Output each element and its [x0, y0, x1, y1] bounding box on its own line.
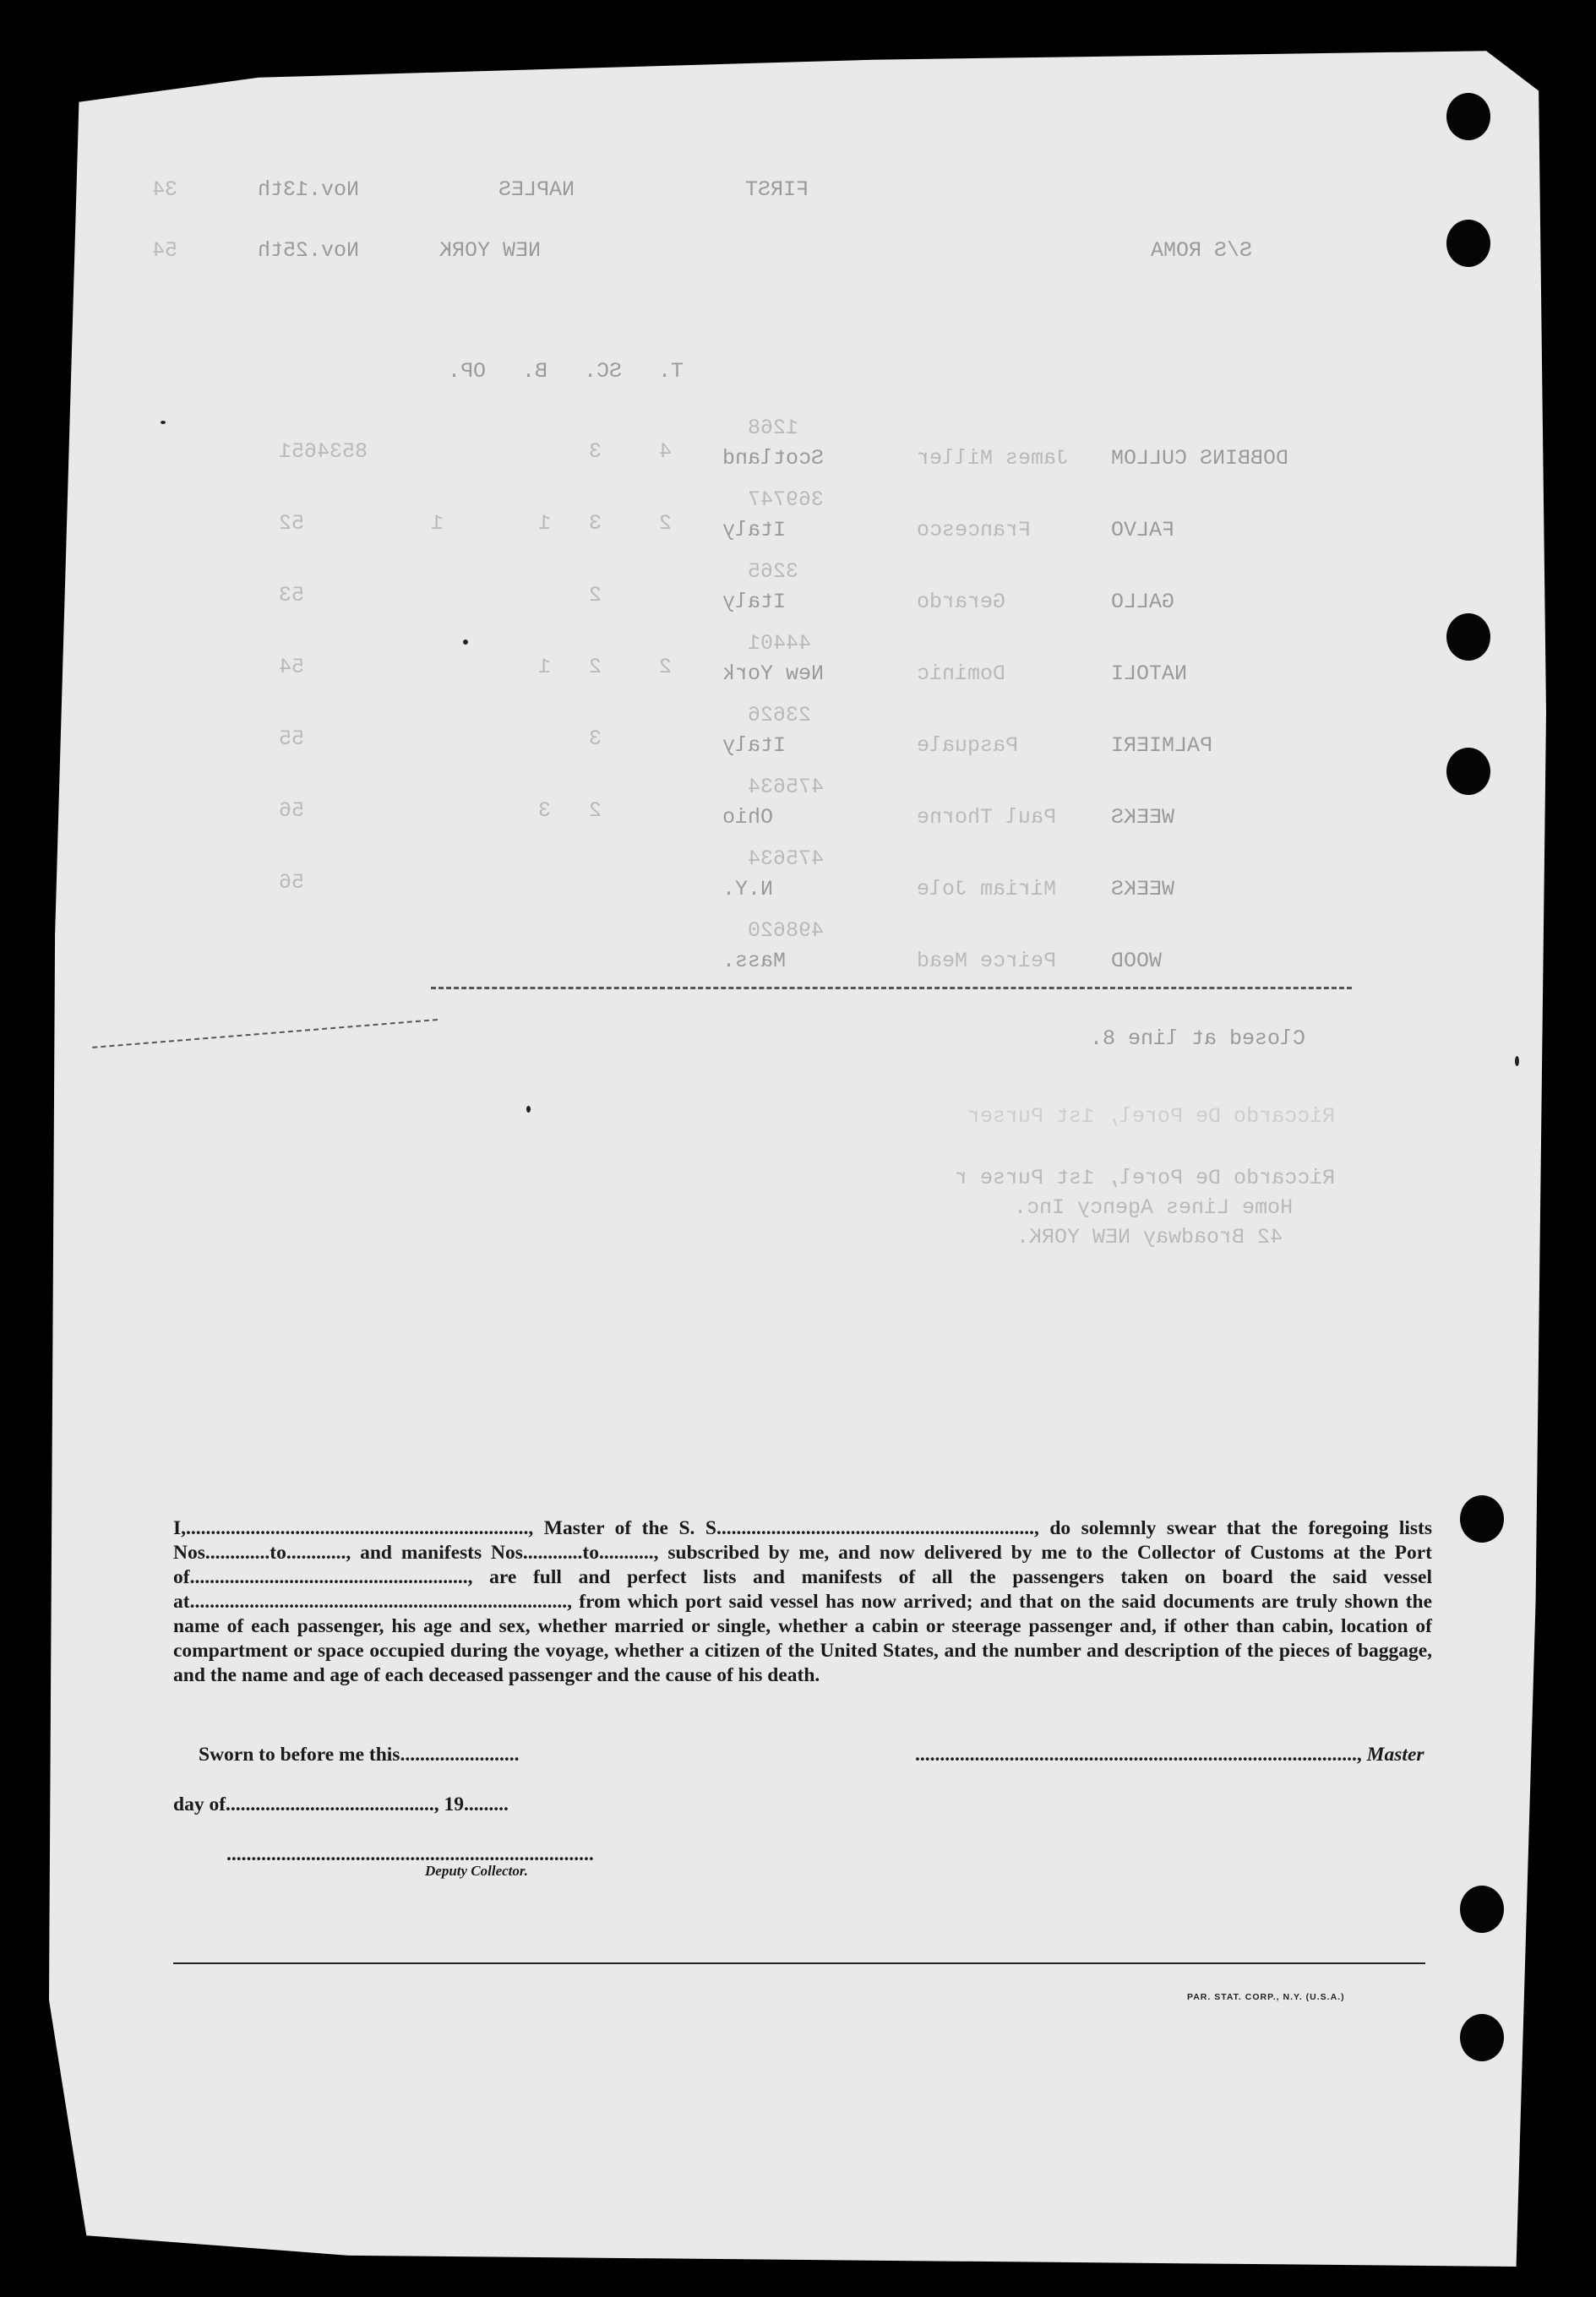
- header-year-arrival: 54: [152, 238, 178, 263]
- passenger-number: 369747: [748, 487, 825, 512]
- passenger-given: Peirce Mead: [917, 949, 1057, 973]
- header-ship: S/S ROMA: [1151, 238, 1253, 263]
- passenger-a: 2: [659, 655, 673, 679]
- passenger-place: N.Y.: [722, 877, 774, 901]
- passenger-number: 1268: [748, 416, 799, 440]
- passenger-number: 23626: [748, 703, 812, 727]
- header-date-arrival: Nov.25th: [258, 238, 360, 263]
- header-port: NAPLES: [498, 177, 575, 202]
- passenger-number: 475634: [748, 846, 825, 871]
- header-date: Nov.13th: [258, 177, 360, 202]
- passenger-surname: WEEKS: [1111, 877, 1175, 901]
- header-port-arrival: NEW YORK: [439, 238, 542, 263]
- passenger-d: 1: [431, 511, 444, 536]
- passenger-surname: GALLO: [1111, 590, 1175, 614]
- passenger-surname: WEEKS: [1111, 805, 1175, 830]
- passenger-c: 3: [538, 798, 552, 823]
- passenger-b: 3: [589, 511, 602, 536]
- passenger-given: Dominic: [917, 661, 1006, 686]
- passenger-given: Pasquale: [917, 733, 1019, 758]
- punch-hole: [1446, 93, 1490, 140]
- ink-speck: [161, 421, 166, 424]
- column-headings: T. SC. B. OP.: [448, 359, 684, 384]
- purser-signature-faint: Riccardo De Porel, 1st Purser: [967, 1104, 1336, 1129]
- printer-imprint: PAR. STAT. CORP., N.Y. (U.S.A.): [1187, 1992, 1345, 2002]
- passenger-a: 2: [659, 511, 673, 536]
- passenger-surname: NATOLI: [1111, 661, 1188, 686]
- passenger-surname: WOOD: [1111, 949, 1163, 973]
- bottom-rule: [173, 1962, 1425, 1964]
- punch-hole: [1446, 220, 1490, 267]
- punch-hole: [1460, 1886, 1504, 1933]
- passenger-number: 3265: [748, 559, 799, 584]
- passenger-code: 55: [279, 727, 305, 751]
- passenger-code: 8534651: [279, 439, 368, 464]
- closed-at-line: Closed at line 8.: [1090, 1026, 1306, 1051]
- passenger-b: 2: [589, 583, 602, 607]
- passenger-given: James Miller: [917, 446, 1070, 471]
- oath-paragraph: [173, 1516, 1432, 1688]
- deputy-collector-label: Deputy Collector.: [425, 1863, 528, 1879]
- agency-line: Home Lines Agency Inc.: [1014, 1195, 1294, 1220]
- master-signature: [915, 1744, 1424, 1766]
- passenger-place: Mass.: [722, 949, 787, 973]
- passenger-number: 498620: [748, 918, 825, 943]
- sworn-line: Sworn to before me this........................: [199, 1744, 520, 1766]
- header-class: FIRST: [745, 177, 809, 202]
- passenger-code: 54: [279, 655, 305, 679]
- punch-hole: [1446, 748, 1490, 795]
- purser-line: Riccardo De Porel, 1st Purse r: [955, 1166, 1336, 1190]
- passenger-b: 2: [589, 798, 602, 823]
- punch-hole: [1460, 2014, 1504, 2061]
- closing-rule: [431, 987, 1352, 989]
- ink-speck: [526, 1106, 531, 1113]
- manifest-sheet: [49, 46, 1546, 2267]
- ink-speck: [463, 640, 468, 645]
- passenger-given: Paul Thorne: [917, 805, 1057, 830]
- passenger-place: Scotland: [722, 446, 825, 471]
- day-of-line: day of.........................................., 19.........: [173, 1794, 509, 1815]
- ink-speck: [1515, 1056, 1519, 1066]
- passenger-place: Italy: [722, 518, 787, 542]
- passenger-code: 52: [279, 511, 305, 536]
- passenger-b: 2: [589, 655, 602, 679]
- oath-text: I,....................................................................., Master of the S. S................................................................, do solemnly swear that the foregoing lists Nos.............to............, and manifests Nos............to..........., subscribed by me, and now delivered by me to the Collector of Customs at the Port of........................................................, are full and perfect lists and manifests of all the passengers taken on board the said vessel at............................................................................, from which port said vessel has now arrived; and that on the said documents are truly shown the name of each passenger, his age and sex, whether married or single, whether a cabin or steerage passenger and, if other than cabin, location of compartment or space occupied during the voyage, whether a citizen of the United States, and the number and description of the pieces of baggage, and the name and age of each deceased passenger and the cause of his death.: [173, 1517, 1432, 1686]
- passenger-given: Francesco: [917, 518, 1032, 542]
- passenger-b: 3: [589, 439, 602, 464]
- passenger-number: 44401: [748, 631, 812, 656]
- passenger-code: 53: [279, 583, 305, 607]
- passenger-surname: FALVO: [1111, 518, 1175, 542]
- passenger-given: Miriam Jole: [917, 877, 1057, 901]
- passenger-a: 4: [659, 439, 673, 464]
- punch-hole: [1460, 1495, 1504, 1543]
- passenger-surname: PALMIERI: [1111, 733, 1213, 758]
- passenger-number: 475634: [748, 775, 825, 799]
- passenger-c: 1: [538, 511, 552, 536]
- passenger-given: Gerardo: [917, 590, 1006, 614]
- deputy-signature-line: ..........................................................................: [226, 1843, 594, 1865]
- master-signature-line: .........................................................................................,: [915, 1744, 1362, 1766]
- passenger-b: 3: [589, 727, 602, 751]
- master-label: Master: [1366, 1744, 1424, 1766]
- passenger-code: 56: [279, 870, 305, 895]
- address-line: 42 Broadway NEW YORK.: [1016, 1225, 1283, 1249]
- passenger-place: Ohio: [722, 805, 774, 830]
- passenger-code: 56: [279, 798, 305, 823]
- passenger-place: New York: [722, 661, 825, 686]
- punch-hole: [1446, 613, 1490, 661]
- passenger-c: 1: [538, 655, 552, 679]
- passenger-place: Italy: [722, 733, 787, 758]
- passenger-place: Italy: [722, 590, 787, 614]
- passenger-surname: DOBBINS CULLOM: [1111, 446, 1289, 471]
- header-year: 34: [152, 177, 178, 202]
